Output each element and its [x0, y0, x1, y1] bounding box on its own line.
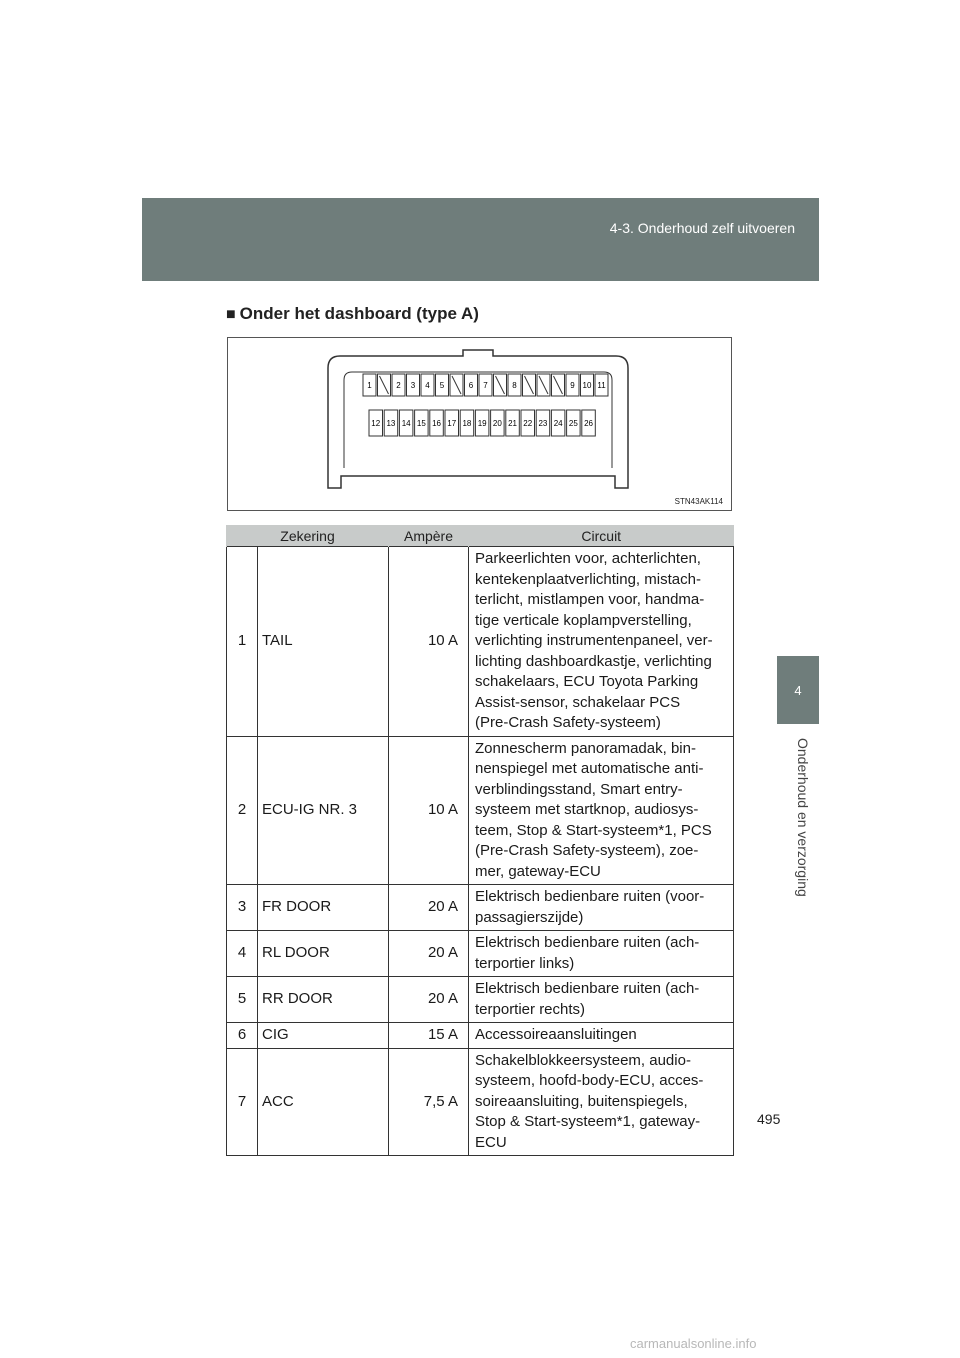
fuse-number: 5: [227, 977, 258, 1023]
circuit-line: passagierszijde): [475, 908, 584, 926]
circuit-line: ECU: [475, 1133, 507, 1151]
fuse-name: CIG: [258, 1023, 389, 1049]
fuse-ampere: 20 A: [389, 977, 469, 1023]
fuse-top-label: 2: [396, 381, 401, 390]
circuit-line: terportier links): [475, 954, 575, 972]
fuse-top-label: 4: [425, 381, 430, 390]
fuse-bottom-label: 14: [401, 419, 411, 428]
fuse-circuit: [469, 736, 734, 885]
circuit-line: (Pre-Crash Safety-systeem): [475, 714, 661, 731]
fuse-circuit: [469, 977, 734, 1023]
fuse-bottom-label: 13: [386, 419, 396, 428]
fuse-ampere: 20 A: [389, 931, 469, 977]
fuse-ampere: 10 A: [389, 547, 469, 737]
circuit-line: Zonnescherm panoramadak, bin-: [475, 739, 696, 757]
circuit-line: Elektrisch bedienbare ruiten (voor-: [475, 888, 705, 905]
fuse-circuit: [469, 931, 734, 977]
fuse-top-label: 11: [597, 381, 606, 390]
fuse-top-label: 5: [439, 381, 445, 390]
table-row: [227, 736, 734, 885]
fuse-number: 4: [227, 931, 258, 977]
figure-code: STN43AK114: [674, 497, 723, 506]
watermark: carmanualsonline.info: [630, 1336, 757, 1351]
header-circuit: Circuit: [469, 525, 734, 547]
circuit-line: Accessoireaansluitingen: [475, 1026, 637, 1043]
fuse-box-diagram: [228, 338, 731, 510]
fuse-name: RL DOOR: [258, 931, 389, 977]
fuse-circuit: [469, 885, 734, 931]
square-bullet-icon: ■: [226, 306, 236, 323]
section-header: 4-3. Onderhoud zelf uitvoeren: [609, 220, 795, 236]
fuse-top-label: 10: [582, 381, 592, 390]
circuit-line: nenspiegel met automatische anti-: [475, 760, 704, 777]
circuit-line: kentekenplaatverlichting, mistach-: [475, 570, 701, 588]
circuit-line: lichting dashboardkastje, verlichting: [475, 652, 712, 670]
fuse-top-label: 7: [483, 381, 488, 390]
fuse-bottom-label: 15: [416, 419, 426, 428]
circuit-line: teem, Stop & Start-systeem*1, PCS: [475, 821, 712, 839]
table-row: [227, 1048, 734, 1156]
fuse-name: TAIL: [258, 547, 389, 737]
fuse-name: FR DOOR: [258, 885, 389, 931]
table-row: [227, 885, 734, 931]
fuse-number: 6: [227, 1023, 258, 1049]
circuit-line: soireaansluiting, buitenspiegels,: [475, 1092, 688, 1110]
circuit-line: (Pre-Crash Safety-systeem), zoe-: [475, 842, 699, 859]
circuit-line: systeem, hoofd-body-ECU, acces-: [475, 1072, 704, 1089]
fuse-top-label: 6: [468, 381, 474, 390]
circuit-line: Elektrisch bedienbare ruiten (ach-: [475, 980, 700, 997]
fuse-ampere: 15 A: [389, 1023, 469, 1049]
fuse-name: ECU-IG NR. 3: [258, 736, 389, 885]
fuse-bottom-label: 17: [447, 419, 457, 428]
fuse-name: RR DOOR: [258, 977, 389, 1023]
fuse-name: ACC: [258, 1048, 389, 1156]
fuse-circuit: [469, 1048, 734, 1156]
circuit-line: systeem met startknop, audiosys-: [475, 801, 699, 818]
section-title-text: Onder het dashboard (type A): [239, 304, 479, 323]
chapter-title: Onderhoud en verzorging: [795, 737, 811, 897]
fuse-bottom-label: 16: [432, 419, 442, 428]
fuse-bottom-label: 25: [568, 419, 578, 428]
table-row: [227, 977, 734, 1023]
circuit-line: mer, gateway-ECU: [475, 862, 601, 880]
section-title: [226, 304, 479, 324]
fuse-table: [226, 525, 734, 1156]
table-header-row: [227, 525, 734, 547]
circuit-line: Schakelblokkeersysteem, audio-: [475, 1051, 691, 1069]
circuit-line: Parkeerlichten voor, achterlichten,: [475, 550, 701, 567]
page-number: 495: [757, 1111, 781, 1127]
fuse-bottom-label: 23: [538, 419, 548, 428]
fuse-bottom-label: 12: [371, 419, 381, 428]
fuse-top-label: 1: [367, 381, 372, 390]
fuse-ampere: 10 A: [389, 736, 469, 885]
fuse-bottom-label: 26: [584, 419, 594, 428]
table-row: [227, 931, 734, 977]
fuse-ampere: 7,5 A: [389, 1048, 469, 1156]
fuse-box-figure: [227, 337, 732, 511]
circuit-line: verblindingsstand, Smart entry-: [475, 780, 683, 798]
fuse-number: 1: [227, 547, 258, 737]
fuse-ampere: 20 A: [389, 885, 469, 931]
fuse-bottom-label: 19: [477, 419, 487, 428]
circuit-line: tige verticale koplampverstelling,: [475, 611, 692, 629]
circuit-line: Stop & Start-systeem*1, gateway-: [475, 1113, 701, 1130]
fuse-top-label: 3: [410, 381, 416, 390]
header-bar: [142, 198, 819, 281]
fuse-circuit: [469, 1023, 734, 1049]
circuit-line: Elektrisch bedienbare ruiten (ach-: [475, 934, 700, 951]
header-zekering: Zekering: [227, 525, 389, 547]
fuse-top-label: 9: [570, 381, 575, 390]
fuse-number: 3: [227, 885, 258, 931]
fuse-bottom-label: 18: [462, 419, 472, 428]
fuse-number: 2: [227, 736, 258, 885]
fuse-bottom-label: 21: [508, 419, 518, 428]
fuse-number: 7: [227, 1048, 258, 1156]
fuse-top-label: 8: [512, 381, 517, 390]
fuse-bottom-label: 22: [523, 419, 533, 428]
fuse-circuit: [469, 547, 734, 737]
table-row: [227, 547, 734, 737]
circuit-line: terlicht, mistlampen voor, handma-: [475, 591, 705, 608]
chapter-number-tab: 4: [777, 656, 819, 724]
circuit-line: Assist-sensor, schakelaar PCS: [475, 693, 681, 711]
header-ampere: Ampère: [389, 525, 469, 547]
table-row: [227, 1023, 734, 1049]
fuse-bottom-label: 24: [553, 419, 563, 428]
fuse-bottom-label: 20: [492, 419, 502, 428]
circuit-line: terportier rechts): [475, 1000, 586, 1018]
circuit-line: schakelaars, ECU Toyota Parking: [475, 673, 699, 690]
circuit-line: verlichting instrumentenpaneel, ver-: [475, 632, 713, 649]
